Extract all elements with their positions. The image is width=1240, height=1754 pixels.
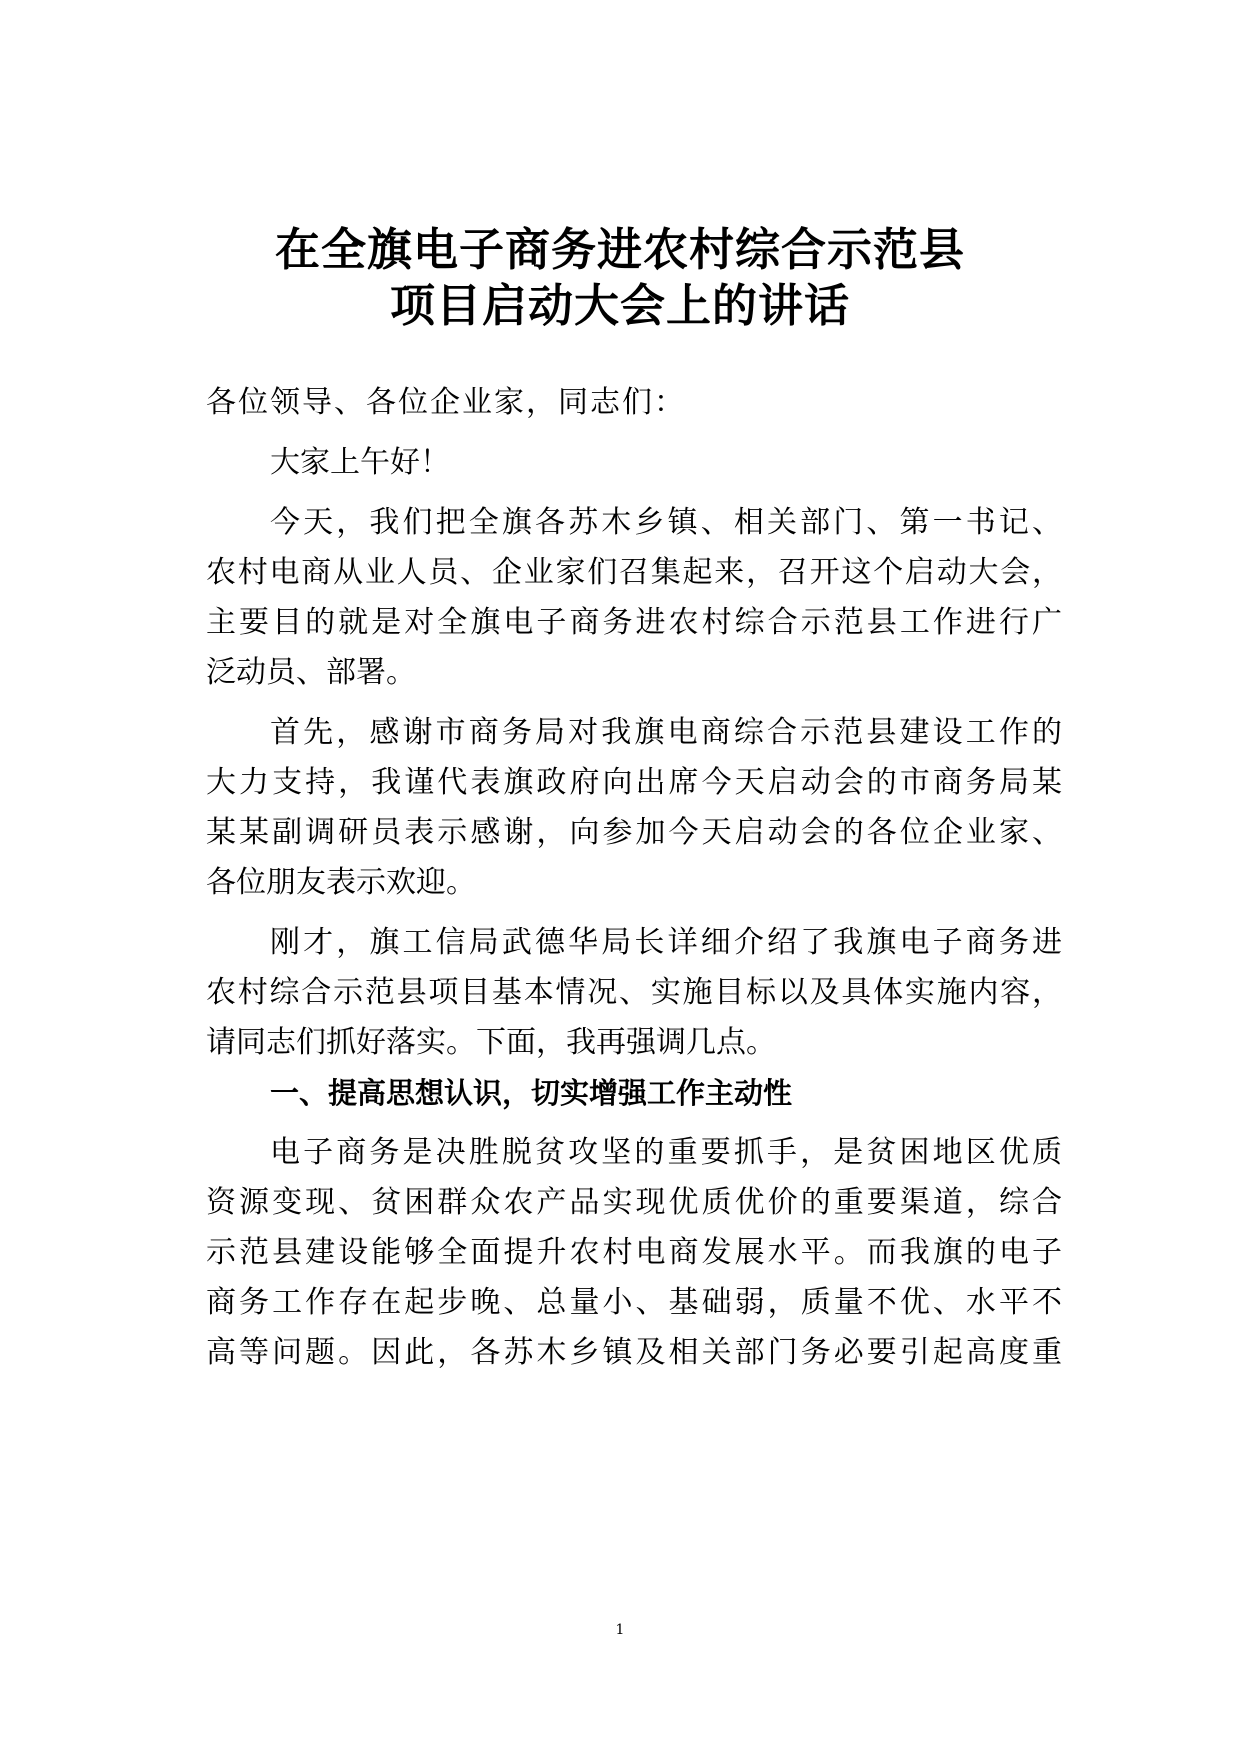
paragraph-4 <box>206 1128 1062 1378</box>
paragraph-line: 资源变现、贫困群众农产品实现优质优价的重要渠道，综合 <box>206 1185 1062 1220</box>
document-title-line-2: 项目启动大会上的讲话 <box>389 279 850 332</box>
paragraph-2 <box>206 708 1062 908</box>
document-body <box>206 378 1062 1378</box>
paragraph-1 <box>206 498 1062 698</box>
paragraph-line: 主要目的就是对全旗电子商务进农村综合示范县工作进行广 <box>206 605 1062 640</box>
paragraph-line: 大力支持，我谨代表旗政府向出席今天启动会的市商务局某 <box>206 765 1062 800</box>
paragraph-line: 请同志们抓好落实。下面，我再强调几点。 <box>206 1025 776 1060</box>
paragraph-line: 刚才，旗工信局武德华局长详细介绍了我旗电子商务进 <box>270 925 1062 960</box>
greeting: 大家上午好！ <box>270 445 450 480</box>
document-title-line-1: 在全旗电子商务进农村综合示范县 <box>274 223 965 276</box>
paragraph-line: 电子商务是决胜脱贫攻坚的重要抓手，是贫困地区优质 <box>270 1135 1062 1170</box>
paragraph-line: 泛动员、部署。 <box>206 655 416 690</box>
paragraph-line: 商务工作存在起步晚、总量小、基础弱，质量不优、水平不 <box>206 1285 1062 1320</box>
section-heading-1: 一、提高思想认识，切实增强工作主动性 <box>270 1076 793 1110</box>
paragraph-line: 农村电商从业人员、企业家们召集起来，召开这个启动大会， <box>206 555 1062 590</box>
paragraph-line: 首先，感谢市商务局对我旗电商综合示范县建设工作的 <box>270 715 1062 750</box>
salutation: 各位领导、各位企业家，同志们： <box>206 385 686 420</box>
paragraph-line: 农村综合示范县项目基本情况、实施目标以及具体实施内容， <box>206 975 1062 1010</box>
paragraph-line: 今天，我们把全旗各苏木乡镇、相关部门、第一书记、 <box>270 505 1062 540</box>
paragraph-line: 示范县建设能够全面提升农村电商发展水平。而我旗的电子 <box>206 1235 1062 1270</box>
paragraph-line: 某某副调研员表示感谢，向参加今天启动会的各位企业家、 <box>206 815 1062 850</box>
paragraph-3 <box>206 918 1062 1068</box>
paragraph-line: 各位朋友表示欢迎。 <box>206 865 476 900</box>
page-number: 1 <box>615 1622 625 1638</box>
paragraph-line: 高等问题。因此，各苏木乡镇及相关部门务必要引起高度重 <box>206 1335 1062 1370</box>
